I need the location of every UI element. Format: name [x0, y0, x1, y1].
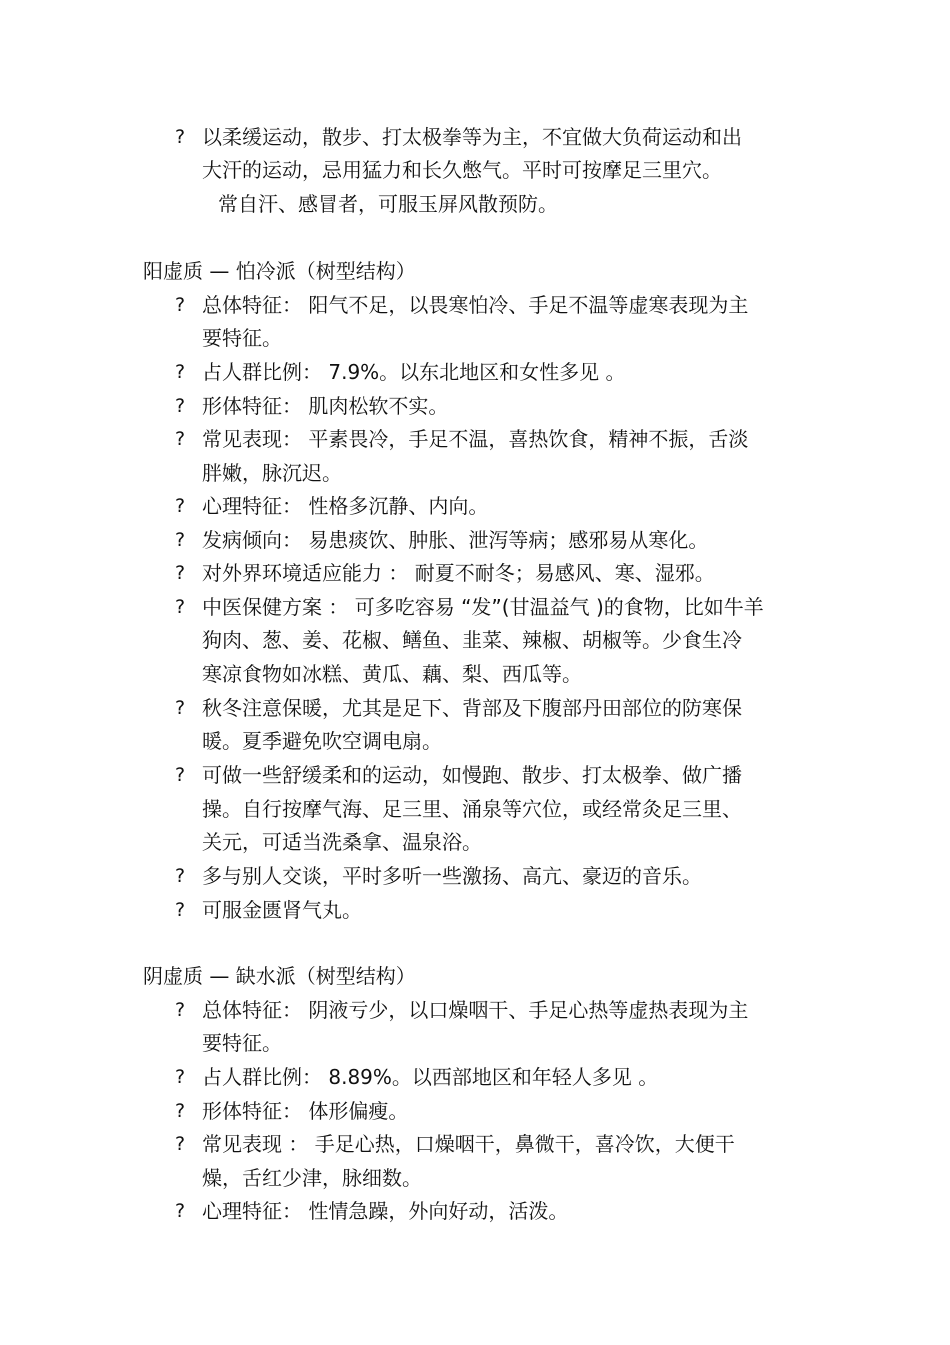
bullet-marker: ? — [175, 428, 186, 450]
section-heading: 阴虚质 — 缺水派（树型结构） — [143, 964, 416, 988]
list-item-line: 心理特征： 性格多沉静、内向。 — [202, 494, 489, 518]
intro-line: 常自汗、感冒者，可服玉屏风散预防。 — [218, 192, 558, 216]
bullet-marker: ? — [175, 899, 186, 921]
list-item-line: 燥，舌红少津，脉细数。 — [202, 1166, 422, 1190]
list-item-line: 常见表现 ： 手足心热，口燥咽干，鼻微干，喜冷饮，大便干 — [202, 1132, 735, 1156]
list-item-line: 总体特征： 阳气不足，以畏寒怕冷、手足不温等虚寒表现为主 — [202, 293, 749, 317]
list-item-line: 暖。夏季避免吹空调电扇。 — [202, 729, 442, 753]
intro-line: 大汗的运动，忌用猛力和长久憋气。平时可按摩足三里穴。 — [202, 158, 722, 182]
bullet-marker: ? — [175, 1200, 186, 1222]
list-item-line: 秋冬注意保暖，尤其是足下、背部及下腹部丹田部位的防寒保 — [202, 696, 742, 720]
list-item-line: 狗肉、葱、姜、花椒、鳝鱼、韭菜、辣椒、胡椒等。少食生冷 — [202, 628, 742, 652]
list-item-line: 中医保健方案 ： 可多吃容易 “发”(甘温益气 )的食物，比如牛羊 — [202, 595, 764, 619]
bullet-marker: ? — [175, 1133, 186, 1155]
list-item-line: 寒凉食物如冰糕、黄瓜、藕、梨、西瓜等。 — [202, 662, 582, 686]
bullet-marker: ? — [175, 126, 186, 148]
list-item-line: 多与别人交谈，平时多听一些激扬、高亢、豪迈的音乐。 — [202, 864, 702, 888]
bullet-marker: ? — [175, 495, 186, 517]
bullet-marker: ? — [175, 1066, 186, 1088]
list-item-line: 总体特征： 阴液亏少，以口燥咽干、手足心热等虚热表现为主 — [202, 998, 749, 1022]
list-item-line: 形体特征： 肌肉松软不实。 — [202, 394, 449, 418]
list-item-line: 对外界环境适应能力 ： 耐夏不耐冬；易感风、寒、湿邪。 — [202, 561, 715, 585]
bullet-marker: ? — [175, 999, 186, 1021]
intro-line: 以柔缓运动，散步、打太极拳等为主，不宜做大负荷运动和出 — [202, 125, 742, 149]
bullet-marker: ? — [175, 529, 186, 551]
list-item-line: 可做一些舒缓柔和的运动，如慢跑、散步、打太极拳、做广播 — [202, 763, 742, 787]
list-item-line: 要特征。 — [202, 1031, 282, 1055]
list-item-line: 关元，可适当洗桑拿、温泉浴。 — [202, 830, 482, 854]
bullet-marker: ? — [175, 697, 186, 719]
list-item-line: 发病倾向： 易患痰饮、肿胀、泄泻等病；感邪易从寒化。 — [202, 528, 709, 552]
list-item-line: 可服金匮肾气丸。 — [202, 898, 362, 922]
list-item-line: 占人群比例： 7.9%。以东北地区和女性多见 。 — [202, 360, 626, 384]
bullet-marker: ? — [175, 562, 186, 584]
bullet-marker: ? — [175, 1100, 186, 1122]
list-item-line: 常见表现： 平素畏冷，手足不温，喜热饮食，精神不振，舌淡 — [202, 427, 749, 451]
bullet-marker: ? — [175, 596, 186, 618]
list-item-line: 占人群比例： 8.89%。以西部地区和年轻人多见 。 — [202, 1065, 659, 1089]
list-item-line: 胖嫩，脉沉迟。 — [202, 461, 342, 485]
bullet-marker: ? — [175, 865, 186, 887]
bullet-marker: ? — [175, 764, 186, 786]
list-item-line: 形体特征： 体形偏瘦。 — [202, 1099, 409, 1123]
bullet-marker: ? — [175, 294, 186, 316]
list-item-line: 要特征。 — [202, 326, 282, 350]
bullet-marker: ? — [175, 361, 186, 383]
list-item-line: 心理特征： 性情急躁，外向好动，活泼。 — [202, 1199, 569, 1223]
list-item-line: 操。自行按摩气海、足三里、涌泉等穴位，或经常灸足三里、 — [202, 797, 742, 821]
bullet-marker: ? — [175, 395, 186, 417]
section-heading: 阳虚质 — 怕冷派（树型结构） — [143, 259, 416, 283]
